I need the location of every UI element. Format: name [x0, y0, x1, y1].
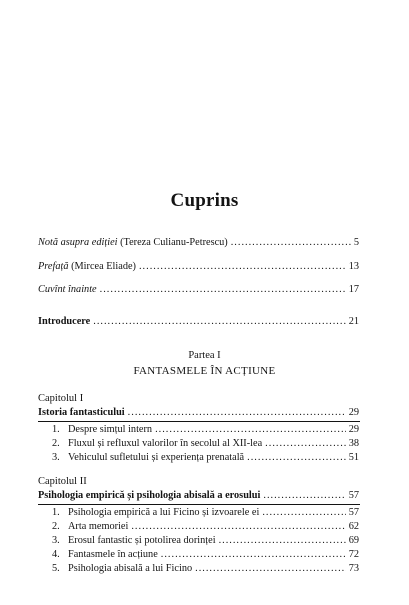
dot-leader: [131, 521, 345, 533]
toc-section: [52, 535, 359, 547]
dot-leader: [100, 284, 346, 296]
section-title: Fantasmele în acțiune: [68, 549, 158, 560]
section-number: 2.: [52, 438, 60, 449]
dot-leader: [128, 407, 346, 419]
toc-section: [52, 424, 359, 436]
section-title: Erosul fantastic și potolirea dorinței: [68, 535, 216, 546]
chapter-title: Psihologia empirică și psihologia abisală a erosului: [38, 490, 261, 501]
section-number: 2.: [52, 521, 60, 532]
toc-entry-introduction: [38, 316, 359, 328]
page-title: Cuprins: [170, 190, 239, 211]
section-number: 3.: [52, 452, 60, 463]
dot-leader: [93, 316, 345, 328]
dot-leader: [195, 563, 346, 575]
page-number: 72: [348, 549, 359, 560]
part-title: FANTASMELE ÎN ACȚIUNE: [133, 365, 276, 377]
chapter-label: Capitolul I: [38, 393, 84, 404]
section-title: Fluxul și refluxul valorilor în secolul al XII-lea: [68, 438, 263, 449]
dot-leader: [263, 490, 345, 502]
page-number: 51: [348, 452, 359, 463]
toc-section: [52, 521, 359, 533]
dot-leader: [219, 535, 346, 547]
section-number: 4.: [52, 549, 60, 560]
section-title: Despre simțul intern: [68, 424, 153, 435]
page-number: 21: [348, 316, 359, 327]
entry-author: (Mircea Eliade): [68, 261, 136, 272]
toc-section: [52, 452, 359, 464]
page-number: 73: [348, 563, 359, 574]
toc-chapter-1: [38, 407, 359, 419]
section-title: Psihologia empirică a lui Ficino și izvoarele ei: [68, 507, 260, 518]
section-title: Psihologia abisală a lui Ficino: [68, 563, 193, 574]
page-number: 62: [348, 521, 359, 532]
section-number: 1.: [52, 424, 60, 435]
toc-section: [52, 549, 359, 561]
page-number: 57: [348, 507, 359, 518]
page-number: 5: [353, 237, 359, 248]
section-number: 3.: [52, 535, 60, 546]
toc-section: [52, 507, 359, 519]
entry-title: Prefață: [38, 261, 69, 272]
section-title: Arta memoriei: [68, 521, 129, 532]
entry-title: Introducere: [38, 316, 91, 327]
dot-leader: [247, 452, 346, 464]
chapter-rule: [38, 504, 360, 505]
dot-leader: [139, 261, 346, 273]
toc-entry-foreword: [38, 284, 359, 296]
section-number: 1.: [52, 507, 60, 518]
entry-title: Cuvînt înainte: [38, 284, 97, 295]
entry-author: (Tereza Culianu-Petrescu): [117, 237, 228, 248]
page-number: 29: [348, 424, 359, 435]
page-number: 13: [348, 261, 359, 272]
toc-entry-preface: [38, 261, 359, 273]
dot-leader: [262, 507, 345, 519]
page-number: 17: [348, 284, 359, 295]
page-number: 57: [348, 490, 359, 501]
chapter-rule: [38, 421, 360, 422]
dot-leader: [161, 549, 346, 561]
toc-entry-editors-note: [38, 237, 359, 249]
dot-leader: [265, 438, 346, 450]
entry-title: Notă asupra ediției: [38, 237, 118, 248]
part-label: Partea I: [188, 350, 221, 361]
chapter-title: Istoria fantasticului: [38, 407, 125, 418]
page-number: 69: [348, 535, 359, 546]
page-number: 38: [348, 438, 359, 449]
toc-section: [52, 563, 359, 575]
section-title: Vehiculul sufletului și experiența prenatală: [68, 452, 245, 463]
dot-leader: [231, 237, 351, 249]
toc-chapter-2: [38, 490, 359, 502]
section-number: 5.: [52, 563, 60, 574]
dot-leader: [155, 424, 346, 436]
toc-section: [52, 438, 359, 450]
page-number: 29: [348, 407, 359, 418]
chapter-label: Capitolul II: [38, 476, 87, 487]
